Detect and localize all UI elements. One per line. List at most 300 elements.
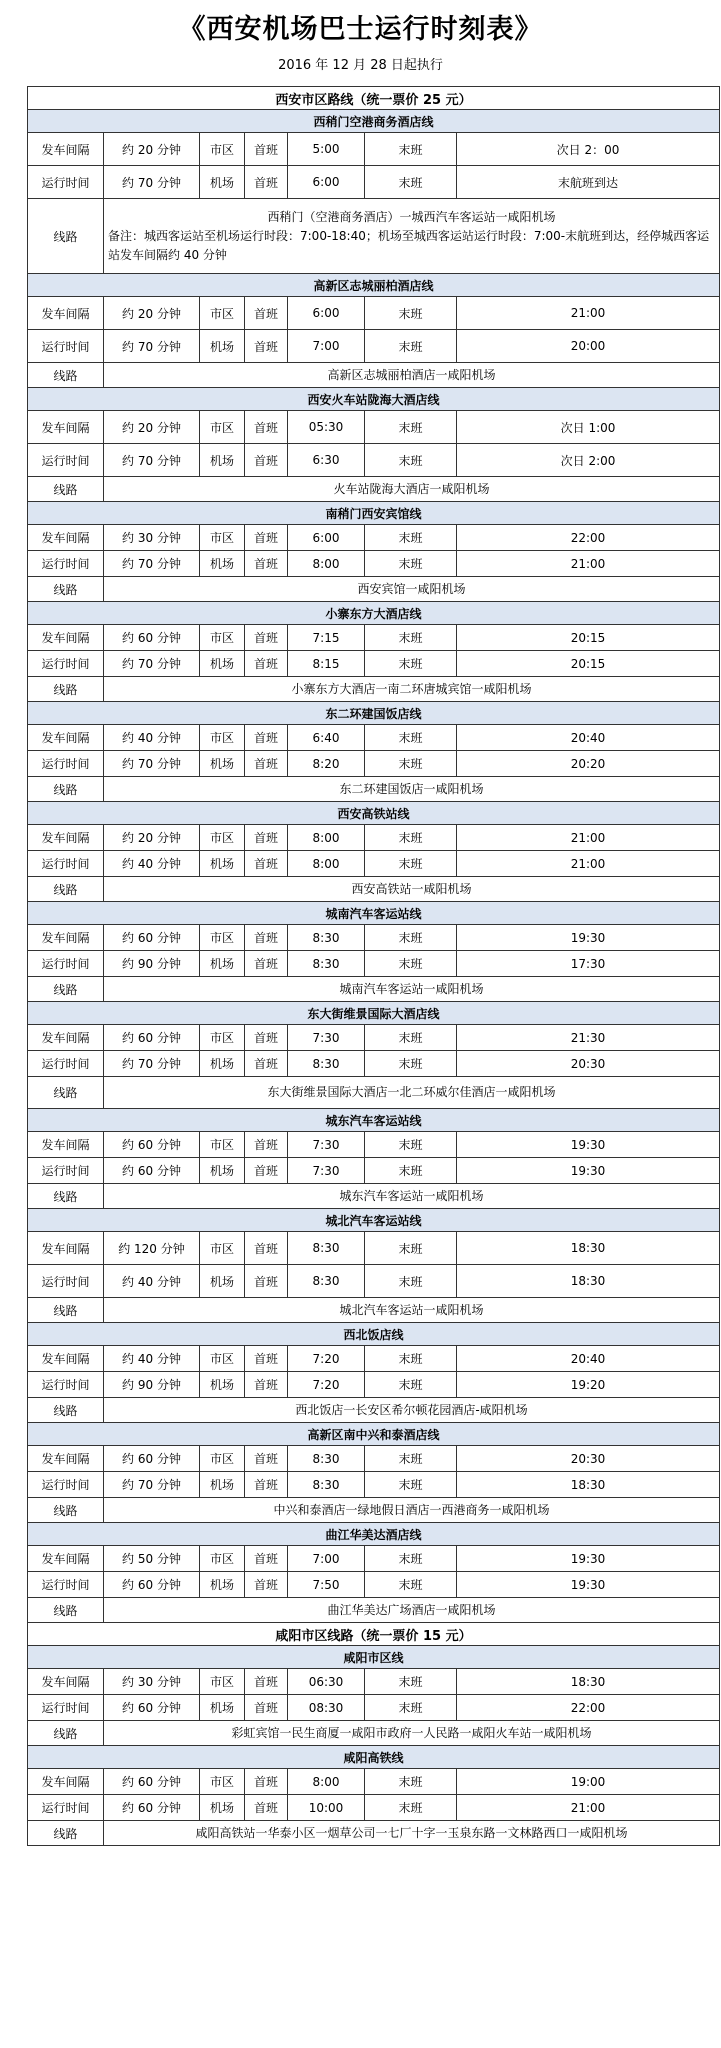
route-text xyxy=(104,777,720,802)
section-header xyxy=(28,1623,720,1646)
last-bus-label: 末班 xyxy=(365,1372,457,1398)
last-bus-label: 末班 xyxy=(365,1132,457,1158)
depart-interval-label: 发车间隔 xyxy=(28,1132,104,1158)
first-bus-label: 首班 xyxy=(245,851,288,877)
last-bus-label: 末班 xyxy=(365,1572,457,1598)
route-stops: 彩虹宾馆一民生商厦一咸阳市政府一人民路一咸阳火车站一咸阳机场 xyxy=(231,1725,592,1740)
route-label: 线路 xyxy=(28,1721,104,1746)
runtime-row xyxy=(28,166,720,199)
city-label: 市区 xyxy=(200,725,245,751)
first-bus-label: 首班 xyxy=(245,1051,288,1077)
last-bus-label: 末班 xyxy=(365,1232,457,1265)
run-time-value: 约 90 分钟 xyxy=(104,951,200,977)
depart-interval-value: 约 30 分钟 xyxy=(104,525,200,551)
route-stops: 东大街维景国际大酒店一北二环威尔佳酒店一咸阳机场 xyxy=(267,1085,556,1099)
last-bus-label: 末班 xyxy=(365,1669,457,1695)
route-row xyxy=(28,1498,720,1523)
last-bus-label: 末班 xyxy=(365,1158,457,1184)
run-time-label: 运行时间 xyxy=(28,166,104,199)
route-row xyxy=(28,477,720,502)
route-stops: 咸阳高铁站一华泰小区一烟草公司一七厂十字一玉泉东路一文林路西口一咸阳机场 xyxy=(195,1825,628,1840)
city-first-bus-time: 6:00 xyxy=(288,525,365,551)
last-bus-label: 末班 xyxy=(365,651,457,677)
line-name: 城东汽车客运站线 xyxy=(28,1109,720,1132)
city-last-bus-time: 19:30 xyxy=(457,925,720,951)
route-text xyxy=(104,1498,720,1523)
city-first-bus-time: 7:00 xyxy=(288,1546,365,1572)
depart-row xyxy=(28,1546,720,1572)
run-time-label: 运行时间 xyxy=(28,1265,104,1298)
runtime-row xyxy=(28,1372,720,1398)
airport-first-bus-time: 8:15 xyxy=(288,651,365,677)
run-time-value: 约 40 分钟 xyxy=(104,851,200,877)
runtime-row xyxy=(28,1158,720,1184)
depart-interval-label: 发车间隔 xyxy=(28,1232,104,1265)
airport-last-bus-time: 22:00 xyxy=(457,1695,720,1721)
city-first-bus-time: 7:30 xyxy=(288,1025,365,1051)
airport-label: 机场 xyxy=(200,1472,245,1498)
route-text xyxy=(104,363,720,388)
airport-label: 机场 xyxy=(200,651,245,677)
line-name: 西稍门空港商务酒店线 xyxy=(28,110,720,133)
run-time-label: 运行时间 xyxy=(28,330,104,363)
route-row xyxy=(28,199,720,274)
route-stops: 西北饭店一长安区希尔顿花园酒店-咸阳机场 xyxy=(295,1402,528,1417)
runtime-row xyxy=(28,1265,720,1298)
route-row xyxy=(28,363,720,388)
airport-first-bus-time: 8:30 xyxy=(288,1472,365,1498)
last-bus-label: 末班 xyxy=(365,951,457,977)
city-first-bus-time: 06:30 xyxy=(288,1669,365,1695)
line-name: 咸阳市区线 xyxy=(28,1646,720,1669)
city-last-bus-time: 19:30 xyxy=(457,1546,720,1572)
depart-interval-value: 约 20 分钟 xyxy=(104,133,200,166)
airport-first-bus-time: 08:30 xyxy=(288,1695,365,1721)
depart-interval-label: 发车间隔 xyxy=(28,525,104,551)
city-first-bus-time: 5:00 xyxy=(288,133,365,166)
run-time-value: 约 70 分钟 xyxy=(104,166,200,199)
depart-interval-label: 发车间隔 xyxy=(28,411,104,444)
run-time-value: 约 70 分钟 xyxy=(104,651,200,677)
first-bus-label: 首班 xyxy=(245,133,288,166)
run-time-value: 约 90 分钟 xyxy=(104,1372,200,1398)
city-label: 市区 xyxy=(200,1132,245,1158)
depart-row xyxy=(28,1025,720,1051)
last-bus-label: 末班 xyxy=(365,751,457,777)
route-row xyxy=(28,1184,720,1209)
city-first-bus-time: 6:00 xyxy=(288,297,365,330)
run-time-label: 运行时间 xyxy=(28,1695,104,1721)
depart-interval-label: 发车间隔 xyxy=(28,625,104,651)
depart-interval-label: 发车间隔 xyxy=(28,1769,104,1795)
airport-label: 机场 xyxy=(200,751,245,777)
depart-interval-label: 发车间隔 xyxy=(28,825,104,851)
line-header xyxy=(28,1209,720,1232)
section-title: 西安市区路线（统一票价 25 元） xyxy=(28,87,720,110)
airport-last-bus-time: 19:30 xyxy=(457,1158,720,1184)
runtime-row xyxy=(28,1572,720,1598)
route-label: 线路 xyxy=(28,1184,104,1209)
line-header xyxy=(28,110,720,133)
line-name: 西安火车站陇海大酒店线 xyxy=(28,388,720,411)
runtime-row xyxy=(28,851,720,877)
line-header xyxy=(28,1109,720,1132)
city-last-bus-time: 21:30 xyxy=(457,1025,720,1051)
city-last-bus-time: 18:30 xyxy=(457,1232,720,1265)
route-label: 线路 xyxy=(28,1298,104,1323)
depart-row xyxy=(28,825,720,851)
run-time-label: 运行时间 xyxy=(28,1158,104,1184)
route-row xyxy=(28,1721,720,1746)
route-stops: 城南汽车客运站一咸阳机场 xyxy=(339,981,484,996)
airport-last-bus-time: 20:30 xyxy=(457,1051,720,1077)
airport-label: 机场 xyxy=(200,851,245,877)
line-name: 咸阳高铁线 xyxy=(28,1746,720,1769)
run-time-value: 约 60 分钟 xyxy=(104,1695,200,1721)
depart-interval-label: 发车间隔 xyxy=(28,1346,104,1372)
route-text xyxy=(104,977,720,1002)
route-row xyxy=(28,877,720,902)
route-text xyxy=(104,1721,720,1746)
airport-label: 机场 xyxy=(200,1572,245,1598)
depart-interval-value: 约 40 分钟 xyxy=(104,725,200,751)
depart-row xyxy=(28,1232,720,1265)
city-first-bus-time: 8:30 xyxy=(288,925,365,951)
city-last-bus-time: 20:30 xyxy=(457,1446,720,1472)
route-stops: 城北汽车客运站一咸阳机场 xyxy=(339,1302,484,1317)
route-stops: 城东汽车客运站一咸阳机场 xyxy=(339,1188,484,1203)
airport-last-bus-time: 19:30 xyxy=(457,1572,720,1598)
city-last-bus-time: 20:40 xyxy=(457,1346,720,1372)
airport-last-bus-time: 次日 2:00 xyxy=(457,444,720,477)
line-name: 东大街维景国际大酒店线 xyxy=(28,1002,720,1025)
route-row xyxy=(28,1077,720,1109)
first-bus-label: 首班 xyxy=(245,330,288,363)
runtime-row xyxy=(28,444,720,477)
first-bus-label: 首班 xyxy=(245,1232,288,1265)
first-bus-label: 首班 xyxy=(245,725,288,751)
airport-first-bus-time: 8:00 xyxy=(288,851,365,877)
last-bus-label: 末班 xyxy=(365,1546,457,1572)
airport-first-bus-time: 8:00 xyxy=(288,551,365,577)
city-label: 市区 xyxy=(200,1546,245,1572)
airport-label: 机场 xyxy=(200,330,245,363)
route-label: 线路 xyxy=(28,1398,104,1423)
airport-first-bus-time: 6:30 xyxy=(288,444,365,477)
first-bus-label: 首班 xyxy=(245,1769,288,1795)
city-first-bus-time: 6:40 xyxy=(288,725,365,751)
line-header xyxy=(28,502,720,525)
run-time-value: 约 70 分钟 xyxy=(104,1472,200,1498)
city-label: 市区 xyxy=(200,1769,245,1795)
depart-row xyxy=(28,1132,720,1158)
section-title: 咸阳市区线路（统一票价 15 元） xyxy=(28,1623,720,1646)
route-row xyxy=(28,977,720,1002)
last-bus-label: 末班 xyxy=(365,411,457,444)
city-label: 市区 xyxy=(200,1446,245,1472)
depart-interval-label: 发车间隔 xyxy=(28,925,104,951)
city-first-bus-time: 7:30 xyxy=(288,1132,365,1158)
line-header xyxy=(28,802,720,825)
run-time-value: 约 40 分钟 xyxy=(104,1265,200,1298)
first-bus-label: 首班 xyxy=(245,1446,288,1472)
depart-interval-label: 发车间隔 xyxy=(28,1669,104,1695)
line-header xyxy=(28,1746,720,1769)
run-time-value: 约 70 分钟 xyxy=(104,751,200,777)
route-row xyxy=(28,777,720,802)
route-text xyxy=(104,677,720,702)
airport-first-bus-time: 10:00 xyxy=(288,1795,365,1821)
route-label: 线路 xyxy=(28,1821,104,1846)
depart-interval-label: 发车间隔 xyxy=(28,133,104,166)
last-bus-label: 末班 xyxy=(365,1265,457,1298)
route-label: 线路 xyxy=(28,363,104,388)
depart-row xyxy=(28,925,720,951)
city-last-bus-time: 19:30 xyxy=(457,1132,720,1158)
runtime-row xyxy=(28,651,720,677)
depart-interval-label: 发车间隔 xyxy=(28,1446,104,1472)
airport-last-bus-time: 21:00 xyxy=(457,1795,720,1821)
city-last-bus-time: 20:40 xyxy=(457,725,720,751)
city-last-bus-time: 21:00 xyxy=(457,297,720,330)
depart-row xyxy=(28,625,720,651)
first-bus-label: 首班 xyxy=(245,651,288,677)
line-name: 高新区南中兴和泰酒店线 xyxy=(28,1423,720,1446)
last-bus-label: 末班 xyxy=(365,1346,457,1372)
city-label: 市区 xyxy=(200,1025,245,1051)
first-bus-label: 首班 xyxy=(245,1158,288,1184)
line-header xyxy=(28,602,720,625)
depart-interval-value: 约 60 分钟 xyxy=(104,625,200,651)
last-bus-label: 末班 xyxy=(365,1472,457,1498)
first-bus-label: 首班 xyxy=(245,951,288,977)
run-time-value: 约 70 分钟 xyxy=(104,444,200,477)
airport-last-bus-time: 20:15 xyxy=(457,651,720,677)
last-bus-label: 末班 xyxy=(365,330,457,363)
line-header xyxy=(28,902,720,925)
city-last-bus-time: 20:15 xyxy=(457,625,720,651)
city-last-bus-time: 18:30 xyxy=(457,1669,720,1695)
run-time-label: 运行时间 xyxy=(28,851,104,877)
runtime-row xyxy=(28,551,720,577)
route-label: 线路 xyxy=(28,199,104,274)
city-label: 市区 xyxy=(200,1346,245,1372)
line-header xyxy=(28,388,720,411)
first-bus-label: 首班 xyxy=(245,1795,288,1821)
route-text xyxy=(104,199,720,274)
depart-interval-value: 约 20 分钟 xyxy=(104,297,200,330)
route-label: 线路 xyxy=(28,577,104,602)
last-bus-label: 末班 xyxy=(365,825,457,851)
route-text xyxy=(104,477,720,502)
line-header xyxy=(28,274,720,297)
last-bus-label: 末班 xyxy=(365,1051,457,1077)
run-time-label: 运行时间 xyxy=(28,951,104,977)
airport-last-bus-time: 20:20 xyxy=(457,751,720,777)
line-header xyxy=(28,1646,720,1669)
first-bus-label: 首班 xyxy=(245,1572,288,1598)
airport-first-bus-time: 8:30 xyxy=(288,1051,365,1077)
city-label: 市区 xyxy=(200,411,245,444)
depart-interval-value: 约 60 分钟 xyxy=(104,1132,200,1158)
city-first-bus-time: 8:30 xyxy=(288,1446,365,1472)
airport-last-bus-time: 19:20 xyxy=(457,1372,720,1398)
city-label: 市区 xyxy=(200,1232,245,1265)
runtime-row xyxy=(28,1695,720,1721)
last-bus-label: 末班 xyxy=(365,525,457,551)
route-label: 线路 xyxy=(28,777,104,802)
route-label: 线路 xyxy=(28,1077,104,1109)
first-bus-label: 首班 xyxy=(245,1669,288,1695)
first-bus-label: 首班 xyxy=(245,411,288,444)
depart-interval-label: 发车间隔 xyxy=(28,725,104,751)
last-bus-label: 末班 xyxy=(365,133,457,166)
depart-interval-value: 约 20 分钟 xyxy=(104,825,200,851)
route-label: 线路 xyxy=(28,977,104,1002)
runtime-row xyxy=(28,1795,720,1821)
last-bus-label: 末班 xyxy=(365,297,457,330)
airport-label: 机场 xyxy=(200,1051,245,1077)
depart-row xyxy=(28,133,720,166)
depart-interval-value: 约 30 分钟 xyxy=(104,1669,200,1695)
airport-label: 机场 xyxy=(200,1372,245,1398)
airport-first-bus-time: 8:20 xyxy=(288,751,365,777)
airport-first-bus-time: 7:00 xyxy=(288,330,365,363)
line-name: 南稍门西安宾馆线 xyxy=(28,502,720,525)
runtime-row xyxy=(28,951,720,977)
last-bus-label: 末班 xyxy=(365,1695,457,1721)
run-time-label: 运行时间 xyxy=(28,1372,104,1398)
line-name: 城南汽车客运站线 xyxy=(28,902,720,925)
run-time-value: 约 70 分钟 xyxy=(104,551,200,577)
first-bus-label: 首班 xyxy=(245,925,288,951)
first-bus-label: 首班 xyxy=(245,1546,288,1572)
depart-interval-value: 约 60 分钟 xyxy=(104,1769,200,1795)
airport-label: 机场 xyxy=(200,166,245,199)
run-time-label: 运行时间 xyxy=(28,1472,104,1498)
city-last-bus-time: 19:00 xyxy=(457,1769,720,1795)
city-first-bus-time: 05:30 xyxy=(288,411,365,444)
timetable xyxy=(27,86,720,1846)
run-time-label: 运行时间 xyxy=(28,751,104,777)
line-header xyxy=(28,1423,720,1446)
route-stops: 东二环建国饭店一咸阳机场 xyxy=(339,781,484,796)
last-bus-label: 末班 xyxy=(365,851,457,877)
airport-last-bus-time: 18:30 xyxy=(457,1265,720,1298)
city-first-bus-time: 8:30 xyxy=(288,1232,365,1265)
city-last-bus-time: 21:00 xyxy=(457,825,720,851)
depart-row xyxy=(28,725,720,751)
depart-row xyxy=(28,1346,720,1372)
last-bus-label: 末班 xyxy=(365,1769,457,1795)
airport-label: 机场 xyxy=(200,444,245,477)
depart-interval-value: 约 60 分钟 xyxy=(104,1025,200,1051)
line-header xyxy=(28,702,720,725)
first-bus-label: 首班 xyxy=(245,1265,288,1298)
route-label: 线路 xyxy=(28,877,104,902)
first-bus-label: 首班 xyxy=(245,444,288,477)
airport-first-bus-time: 6:00 xyxy=(288,166,365,199)
route-row xyxy=(28,1398,720,1423)
route-stops: 火车站陇海大酒店一咸阳机场 xyxy=(333,481,490,496)
run-time-value: 约 60 分钟 xyxy=(104,1795,200,1821)
route-text xyxy=(104,1077,720,1109)
airport-first-bus-time: 8:30 xyxy=(288,951,365,977)
airport-label: 机场 xyxy=(200,551,245,577)
first-bus-label: 首班 xyxy=(245,625,288,651)
first-bus-label: 首班 xyxy=(245,1472,288,1498)
last-bus-label: 末班 xyxy=(365,551,457,577)
route-stops: 西稍门（空港商务酒店）一城西汽车客运站一咸阳机场 xyxy=(267,209,556,224)
route-stops: 西安高铁站一咸阳机场 xyxy=(351,881,472,896)
run-time-label: 运行时间 xyxy=(28,1572,104,1598)
line-name: 高新区志城丽柏酒店线 xyxy=(28,274,720,297)
depart-interval-value: 约 50 分钟 xyxy=(104,1546,200,1572)
first-bus-label: 首班 xyxy=(245,166,288,199)
first-bus-label: 首班 xyxy=(245,297,288,330)
route-stops: 西安宾馆一咸阳机场 xyxy=(357,581,466,596)
depart-row xyxy=(28,411,720,444)
city-first-bus-time: 7:20 xyxy=(288,1346,365,1372)
line-header xyxy=(28,1002,720,1025)
route-label: 线路 xyxy=(28,1598,104,1623)
city-last-bus-time: 次日 1:00 xyxy=(457,411,720,444)
depart-interval-value: 约 40 分钟 xyxy=(104,1346,200,1372)
city-label: 市区 xyxy=(200,825,245,851)
last-bus-label: 末班 xyxy=(365,166,457,199)
first-bus-label: 首班 xyxy=(245,1695,288,1721)
run-time-value: 约 60 分钟 xyxy=(104,1572,200,1598)
route-text xyxy=(104,1298,720,1323)
city-last-bus-time: 22:00 xyxy=(457,525,720,551)
airport-first-bus-time: 7:20 xyxy=(288,1372,365,1398)
depart-interval-value: 约 60 分钟 xyxy=(104,1446,200,1472)
line-name: 西北饭店线 xyxy=(28,1323,720,1346)
airport-last-bus-time: 18:30 xyxy=(457,1472,720,1498)
last-bus-label: 末班 xyxy=(365,444,457,477)
run-time-label: 运行时间 xyxy=(28,551,104,577)
route-label: 线路 xyxy=(28,477,104,502)
city-last-bus-time: 次日 2：00 xyxy=(457,133,720,166)
line-header xyxy=(28,1523,720,1546)
depart-interval-label: 发车间隔 xyxy=(28,297,104,330)
runtime-row xyxy=(28,1051,720,1077)
route-row xyxy=(28,577,720,602)
airport-label: 机场 xyxy=(200,1695,245,1721)
route-note: 备注：城西客运站至机场运行时段：7:00-18:40；机场至城西客运站运行时段：7:00-末航班到达，经停城西客运站发车间隔约 40 分钟 xyxy=(108,228,710,262)
first-bus-label: 首班 xyxy=(245,1132,288,1158)
line-name: 小寨东方大酒店线 xyxy=(28,602,720,625)
depart-row xyxy=(28,525,720,551)
last-bus-label: 末班 xyxy=(365,1795,457,1821)
line-name: 东二环建国饭店线 xyxy=(28,702,720,725)
airport-first-bus-time: 8:30 xyxy=(288,1265,365,1298)
city-label: 市区 xyxy=(200,925,245,951)
airport-last-bus-time: 17:30 xyxy=(457,951,720,977)
first-bus-label: 首班 xyxy=(245,525,288,551)
depart-interval-label: 发车间隔 xyxy=(28,1546,104,1572)
first-bus-label: 首班 xyxy=(245,551,288,577)
first-bus-label: 首班 xyxy=(245,1346,288,1372)
line-name: 曲江华美达酒店线 xyxy=(28,1523,720,1546)
route-row xyxy=(28,1821,720,1846)
route-label: 线路 xyxy=(28,1498,104,1523)
route-row xyxy=(28,1598,720,1623)
city-first-bus-time: 8:00 xyxy=(288,1769,365,1795)
route-text xyxy=(104,877,720,902)
airport-last-bus-time: 末航班到达 xyxy=(457,166,720,199)
route-text xyxy=(104,1398,720,1423)
